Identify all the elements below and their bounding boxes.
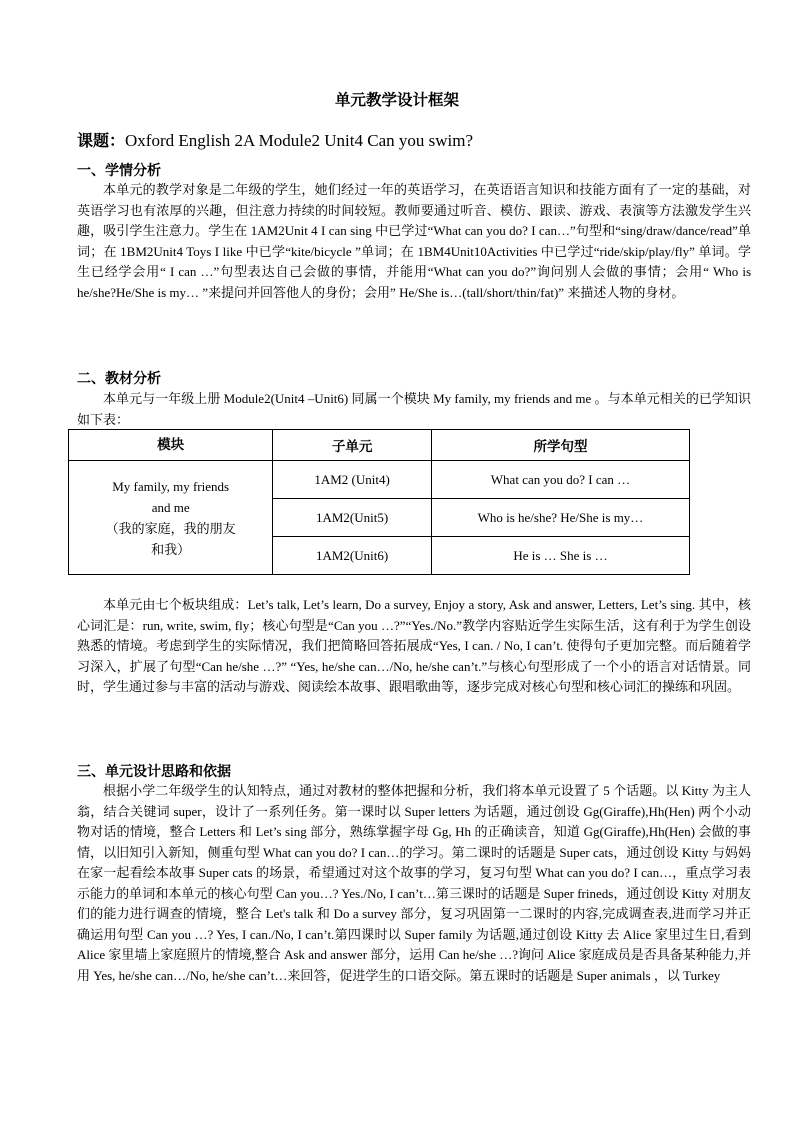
table-header: 子单元 [273, 430, 432, 461]
subject-value: Oxford English 2A Module2 Unit4 Can you swim? [125, 131, 474, 150]
pattern-cell: Who is he/she? He/She is my… [431, 499, 689, 537]
paragraph: 根据小学二年级学生的认知特点，通过对教材的整体把握和分析，我们将本单元设置了 5 个话题。以 Kitty 为主人翁，结合关键词 super，设计了一系列任务。第一课时以 Super letters 为话题，通过创设 Gg(Giraffe),Hh(Hen) 两个小动物对话的情境，整合 Letters 和 Let’s sing 部分，熟练掌握字母 Gg, Hh 的正确读音，知道 Gg(Giraffe),Hh(Hen) 会做的事情，以旧知引入新知，侧重句型 What can you do? I can…的学习。第二课时的话题是 Super cats，通过创设 Kitty 与妈妈在家一起看绘本故事 Super cats 的场景，希望通过对这个故事的学习，复习句型 What can you do? I can…，重点学习表示能力的单词和本单元的核心句型 Can you…? Yes./No, I can’t…第三课时的话题是 Super frineds，通过创设 Kitty 对朋友们的能力进行调查的情境，整合 Let's talk 和 Do a survey 部分，复习巩固第一二课时的内容,完成调查表,进而学习并正确运用句型 Can you …? Yes, I can./No, I can’t.第四课时以 Super family 为话题,通过创设 Kitty 去 Alice 家里过生日,看到 Alice 家里墙上家庭照片的情境,整合 Ask and answer 部分，运用 Can he/she …?询问 Alice 家庭成员是否具备某种能力,并用 Yes, he/she can…/No, he/she can’t…来回答，促进学生的口语交际。第五课时的话题是 Super animals ，以 Turkey [77, 783, 751, 983]
paragraph: 本单元由七个板块组成：Let’s talk, Let’s learn, Do a survey, Enjoy a story, Ask and answer, Letters, Let’s sing. 其中，核心词汇是：run, write, swim, fly；核心句型是“Can you …?”“Yes./No.”教学内容贴近学生实际生活，这有利于为学生创设熟悉的情境。考虑到学生的实际情况，我们把简略回答拓展成“Yes, I can. / No, I can’t. 使得句子更加完整。而后随着学习深入，扩展了句型“Can he/she …?” “Yes, he/she can…/No, he/she can’t.”与核心句型形成了一个小的语言对话情景。同时，学生通过参与丰富的活动与游戏、阅读绘本故事、跟唱歌曲等，逐步完成对核心句型和核心词汇的操练和巩固。 [77, 597, 751, 694]
section-heading-design-rationale: 三、单元设计思路和依据 [77, 764, 231, 780]
table-header-row [69, 430, 690, 461]
section-body-material-analysis [77, 595, 751, 698]
unit-cell: 1AM2 (Unit4) [273, 461, 432, 499]
section-heading-learner-analysis: 一、学情分析 [77, 163, 161, 179]
module-line: My family, my friends [112, 478, 230, 494]
section-body-learner-analysis [77, 180, 751, 303]
document-title: 单元教学设计框架 [334, 90, 459, 109]
prior-knowledge-table [68, 429, 690, 575]
paragraph: 本单元与一年级上册 Module2(Unit4 –Unit6) 同属一个模块 My family, my friends and me 。与本单元相关的已学知识如下表： [77, 391, 751, 427]
pattern-cell: What can you do? I can … [431, 461, 689, 499]
lesson-subject [77, 128, 473, 151]
module-line: 和我） [151, 541, 191, 557]
section-intro-material-analysis [77, 389, 751, 430]
module-cell [69, 461, 273, 575]
subject-label: 课题： [77, 131, 126, 150]
section-body-design-rationale [77, 781, 751, 986]
unit-cell: 1AM2(Unit6) [273, 537, 432, 575]
pattern-cell: He is … She is … [431, 537, 689, 575]
unit-cell: 1AM2(Unit5) [273, 499, 432, 537]
section-heading-material-analysis: 二、教材分析 [77, 371, 161, 387]
table-header: 所学句型 [431, 430, 689, 461]
table-row [69, 461, 690, 499]
table-header: 模块 [69, 430, 273, 461]
module-line: and me [151, 499, 190, 515]
paragraph: 本单元的教学对象是二年级的学生，她们经过一年的英语学习，在英语语言知识和技能方面有了一定的基础，对英语学习也有浓厚的兴趣，但注意力持续的时间较短。教师要通过听音、模仿、跟读、游戏、表演等方法激发学生兴趣，吸引学生注意力。学生在 1AM2Unit 4 I can sing 中已学过“What can you do? I can…”句型和“sing/draw/dance/read”单词；在 1BM2Unit4 Toys I like 中已学“kite/bicycle ”单词；在 1BM4Unit10Activities 中已学过“ride/skip/play/fly” 单词。学生已经学会用“ I can …”句型表达自己会做的事情，并能用“What can you do?”询问别人会做的事情；会用“ Who is he/she?He/She is my… ”来提问并回答他人的身份；会用” He/She is…(tall/short/thin/fat)” 来描述人物的身材。 [77, 182, 751, 300]
module-line: （我的家庭，我的朋友 [105, 520, 236, 536]
